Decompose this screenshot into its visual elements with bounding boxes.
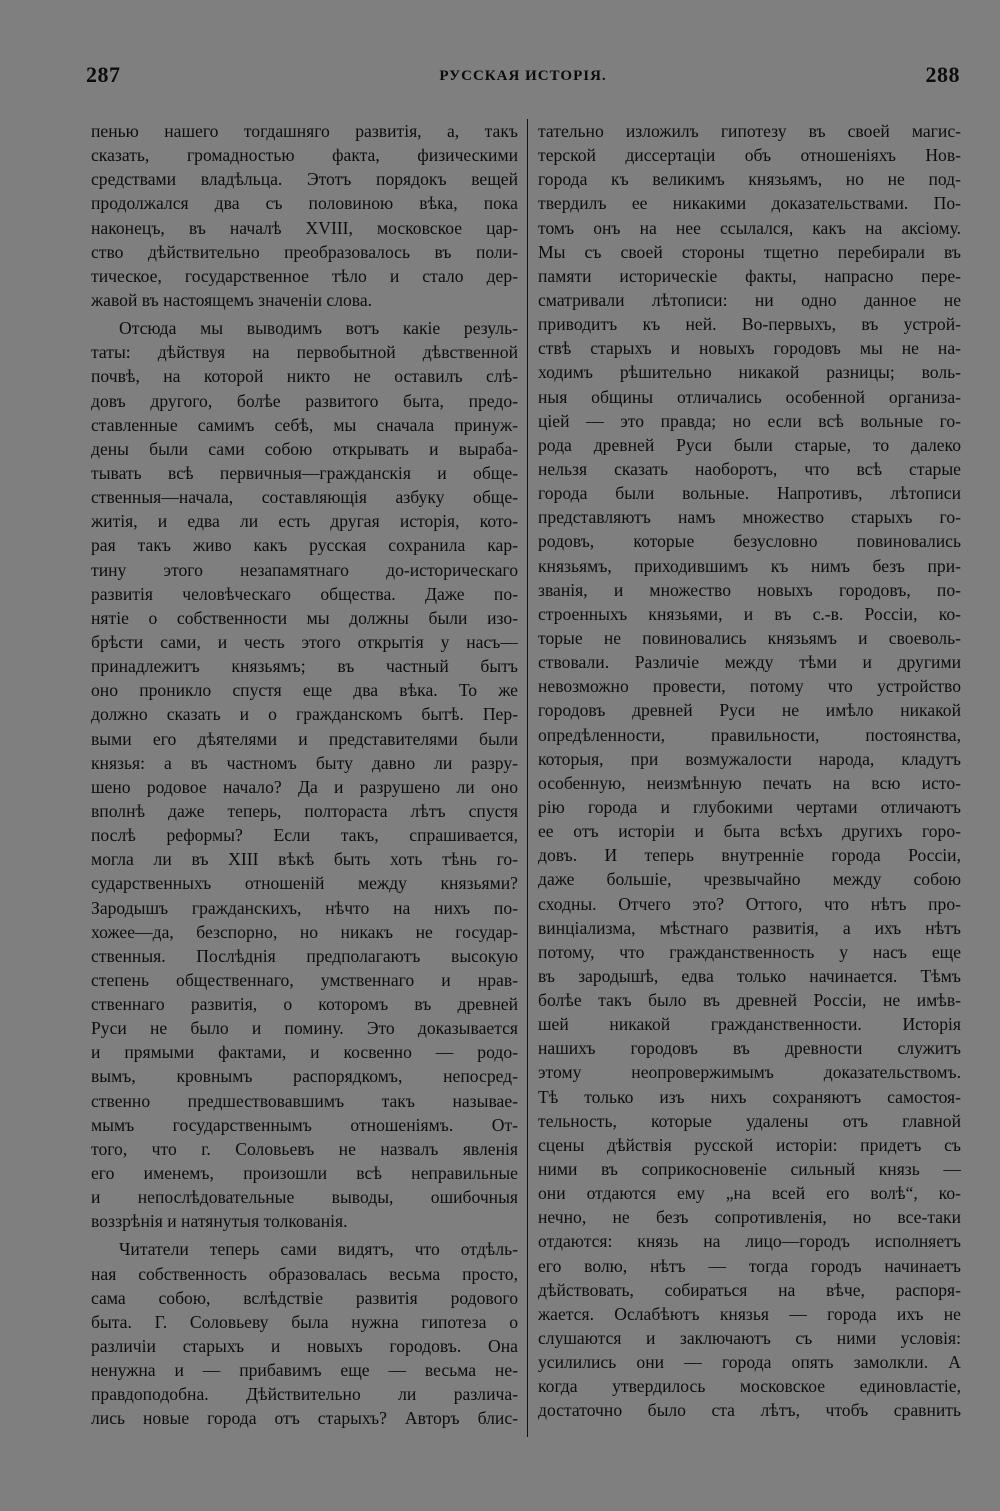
text-line: рода древней Руси были старые, то далеко	[538, 434, 961, 455]
text-line: тельность, которые удалены отъ главной	[538, 1110, 961, 1131]
text-line: житія, и едва ли есть другая исторія, кото-	[91, 511, 518, 532]
text-line: города были вольные. Напротивъ, лѣтописи	[538, 483, 961, 504]
text-line: городовъ древней Руси не имѣло никакой	[538, 700, 961, 721]
text-line: сматривали лѣтописи: ни одно данное не	[538, 289, 961, 310]
text-line: ныя общины отличались особенной организа-	[538, 386, 961, 407]
text-line: которыя, при возмужалости народа, кладутъ	[538, 748, 961, 769]
text-line: томъ онъ на нее ссылался, какъ на аксіому.	[538, 217, 961, 238]
text-line: города къ великимъ князьямъ, но не под-	[538, 169, 961, 190]
text-line: сказать, громадностью факта, физическими	[91, 145, 518, 166]
running-title: РУССКАЯ ИСТОРІЯ.	[439, 68, 607, 84]
text-line: строенныхъ князьями, и въ с.-в. Россіи, ко-	[538, 603, 961, 624]
text-line: Отсюда мы выводимъ вотъ какіе резуль-	[119, 318, 518, 339]
text-line: того, что г. Соловьевъ не назвалъ явленія	[91, 1138, 518, 1159]
text-line: оно проникло спустя еще два вѣка. То же	[91, 680, 518, 701]
text-line: шено родовое начало? Да и разрушено ли оно	[91, 776, 518, 797]
text-line: нашихъ городовъ въ древности служитъ	[538, 1038, 961, 1059]
text-line: опредѣленности, правильности, постоянства,	[538, 724, 961, 745]
left-column	[91, 119, 518, 1431]
text-line: почвѣ, на которой никто не оставилъ слѣ-	[91, 366, 518, 387]
page-number-right: 288	[925, 62, 960, 87]
text-line: въ зародышѣ, едва только начинается. Тѣмъ	[538, 965, 961, 986]
text-line: развитія человѣческаго общества. Даже по-	[91, 583, 518, 604]
text-line: они отдаются ему „на всей его волѣ“, ко-	[538, 1183, 961, 1204]
text-line: этому неопровержимымъ доказательствомъ.	[538, 1062, 961, 1083]
text-line: когда утвердилось московское единовластіе,	[538, 1376, 961, 1397]
text-line: правдоподобна. Дѣйствительно ли различа-	[91, 1384, 518, 1405]
text-line: и непослѣдовательные выводы, ошибочныя	[91, 1187, 518, 1208]
text-line: памяти историческіе факты, напрасно пере-	[538, 265, 961, 286]
text-line: воззрѣнія и натянутыя толкованія.	[91, 1211, 348, 1232]
text-line: слушаются и заключаютъ съ ними условія:	[538, 1328, 961, 1349]
text-line: ствовали. Различіе между тѣми и другими	[538, 652, 961, 673]
text-line: довъ другого, болѣе развитого быта, предо-	[91, 390, 518, 411]
text-line: сама собою, вслѣдствіе развитія родового	[91, 1287, 518, 1308]
column-divider	[527, 119, 528, 1437]
text-line: ственнаго развитія, о которомъ въ древней	[91, 994, 518, 1015]
text-line: невозможно провести, потому что устройство	[538, 676, 961, 697]
text-line: терской диссертаціи объ отношеніяхъ Нов-	[538, 145, 961, 166]
text-line: князья: а въ частномъ быту давно ли разру-	[91, 752, 518, 773]
text-line: ственно предшествовавшимъ такъ называе-	[91, 1090, 518, 1111]
text-line: дены были сами собою открывать и выраба-	[91, 438, 518, 459]
text-line: ство дѣйствительно преобразовалось въ поли-	[91, 241, 518, 262]
text-line: ствѣ старыхъ и новыхъ городовъ мы не на-	[538, 338, 961, 359]
text-line: ненужна и — прибавимъ еще — весьма не-	[91, 1360, 518, 1381]
text-line: сцены дѣйствія русской исторіи: придетъ съ	[538, 1134, 961, 1155]
text-line: Мы съ своей стороны тщетно перебирали въ	[538, 241, 961, 262]
text-line: ее отъ исторіи и быта всѣхъ другихъ горо-	[538, 821, 961, 842]
text-line: степень общественнаго, умственнаго и нрав-	[91, 969, 518, 990]
text-line: ственныя. Послѣднія предполагаютъ высокую	[91, 945, 518, 966]
text-line: тывать всѣ первичныя—гражданскія и обще-	[91, 462, 518, 483]
text-line: различіи старыхъ и новыхъ городовъ. Она	[91, 1336, 518, 1357]
text-line: продолжался два съ половиною вѣка, пока	[91, 193, 518, 214]
text-line: брѣсти сами, и честь этого открытія у насъ—	[91, 631, 518, 652]
text-line: нятіе о собственности мы должны были изо-	[91, 607, 518, 628]
right-column	[538, 119, 961, 1423]
text-line: сходны. Отчего это? Оттого, что нѣтъ про-	[538, 893, 961, 914]
text-line: жается. Ослабѣютъ князья — города ихъ не	[538, 1303, 961, 1324]
text-line: рая такъ живо какъ русская сохранила кар-	[91, 535, 518, 556]
text-line: Тѣ только изъ нихъ сохраняютъ самостоя-	[538, 1086, 961, 1107]
text-line: рію города и глубокими чертами отличаютъ	[538, 796, 961, 817]
text-line: Руси не было и помину. Это доказывается	[91, 1018, 518, 1039]
text-line: быта. Г. Соловьеву была нужна гипотеза о	[91, 1311, 518, 1332]
text-line: даже большіе, чрезвычайно между собою	[538, 869, 961, 890]
text-line: его волю, нѣтъ — тогда городъ начинаетъ	[538, 1255, 961, 1276]
text-line: тическое, государственное тѣло и стало дер-	[91, 265, 518, 286]
text-line: лись новые города отъ старыхъ? Авторъ блис-	[91, 1408, 518, 1429]
text-line: ная собственность образовалась весьма просто,	[91, 1263, 518, 1284]
text-line: Зародышъ гражданскихъ, нѣчто на нихъ по-	[91, 897, 518, 918]
text-line: довъ. И теперь внутренніе города Россіи,	[538, 845, 961, 866]
text-line: представляютъ намъ множество старыхъ го-	[538, 507, 961, 528]
page-number-left: 287	[86, 62, 121, 87]
text-line: торые не повиновались князьямъ и своеволь-	[538, 627, 961, 648]
page-header	[86, 62, 960, 96]
text-line: могла ли въ XIII вѣкѣ быть хоть тѣнь го-	[91, 849, 518, 870]
text-line: тательно изложилъ гипотезу въ своей магис-	[538, 121, 961, 141]
text-line: и прямыми фактами, и косвенно — родо-	[91, 1042, 518, 1063]
text-line: нечно, не безъ сопротивленія, но все-таки	[538, 1207, 961, 1228]
text-line: выми его дѣятелями и представителями были	[91, 728, 518, 749]
text-line: ними въ соприкосновеніе сильный князь —	[538, 1159, 961, 1180]
text-line: сударственныхъ отношеній между князьями?	[91, 873, 518, 894]
text-line: болѣе такъ было въ древней Россіи, не имѣв-	[538, 990, 961, 1011]
text-line: князьямъ, приходившимъ къ нимъ безъ при-	[538, 555, 961, 576]
text-line: потому, что гражданственность у насъ еще	[538, 941, 961, 962]
text-line: ходимъ рѣшительно никакой разницы; воль-	[538, 362, 961, 383]
text-line: наконецъ, въ началѣ XVIII, московское цар-	[91, 217, 518, 238]
text-line: вполнѣ даже теперь, полтораста лѣтъ спустя	[91, 800, 518, 821]
text-line: таты: дѣйствуя на первобытной дѣвственной	[91, 342, 518, 363]
text-line: приводитъ къ ней. Во-первыхъ, въ устрой-	[538, 314, 961, 335]
text-line: пенью нашего тогдашняго развитія, а, такъ	[91, 121, 518, 141]
text-line: особенную, неизмѣнную печать на всю исто-	[538, 772, 961, 793]
text-line: ственныя—начала, составляющія азбуку обще-	[91, 487, 518, 508]
text-line: вымъ, кровнымъ распорядкомъ, непосред-	[91, 1066, 518, 1087]
text-line: званія, и множество новыхъ городовъ, по-	[538, 579, 961, 600]
text-line: родовъ, которые безусловно повиновались	[538, 531, 961, 552]
text-line: отдаются: князь на лицо—городъ исполняетъ	[538, 1231, 961, 1252]
text-line: должно сказать и о гражданскомъ бытѣ. Пер-	[91, 704, 518, 725]
text-line: усилились они — города опять замолкли. А	[538, 1352, 961, 1373]
text-line: твердилъ ее никакими доказательствами. По-	[538, 193, 961, 214]
text-line: принадлежитъ князьямъ; въ частный бытъ	[91, 656, 518, 677]
text-line: его именемъ, произошли всѣ неправильные	[91, 1163, 518, 1184]
text-line: винціализма, мѣстнаго развитія, а ихъ нѣтъ	[538, 917, 961, 938]
text-line: жавой въ настоящемъ значеніи слова.	[91, 289, 373, 310]
text-line: мымъ государственнымъ отношеніямъ. От-	[91, 1114, 518, 1135]
text-line: нельзя сказать наоборотъ, что всѣ старые	[538, 458, 961, 479]
text-line: дѣйствовать, собираться на вѣче, распоря-	[538, 1279, 961, 1300]
text-line: хожее—да, безспорно, но никакъ не государ-	[91, 921, 518, 942]
text-line: Читатели теперь сами видятъ, что отдѣль-	[119, 1239, 518, 1260]
text-line: ціей — это правда; но если всѣ вольные го-	[538, 410, 961, 431]
text-line: средствами владѣльца. Этотъ порядокъ вещей	[91, 169, 518, 190]
text-line: ставленные самимъ себѣ, мы сначала принуж-	[91, 414, 518, 435]
text-line: послѣ реформы? Если такъ, спрашивается,	[91, 825, 518, 846]
text-line: шей никакой гражданственности. Исторія	[538, 1014, 961, 1035]
text-line: достаточно было ста лѣтъ, чтобъ сравнить	[538, 1400, 961, 1421]
text-line: тину этого незапамятнаго до-историческаго	[91, 559, 518, 580]
